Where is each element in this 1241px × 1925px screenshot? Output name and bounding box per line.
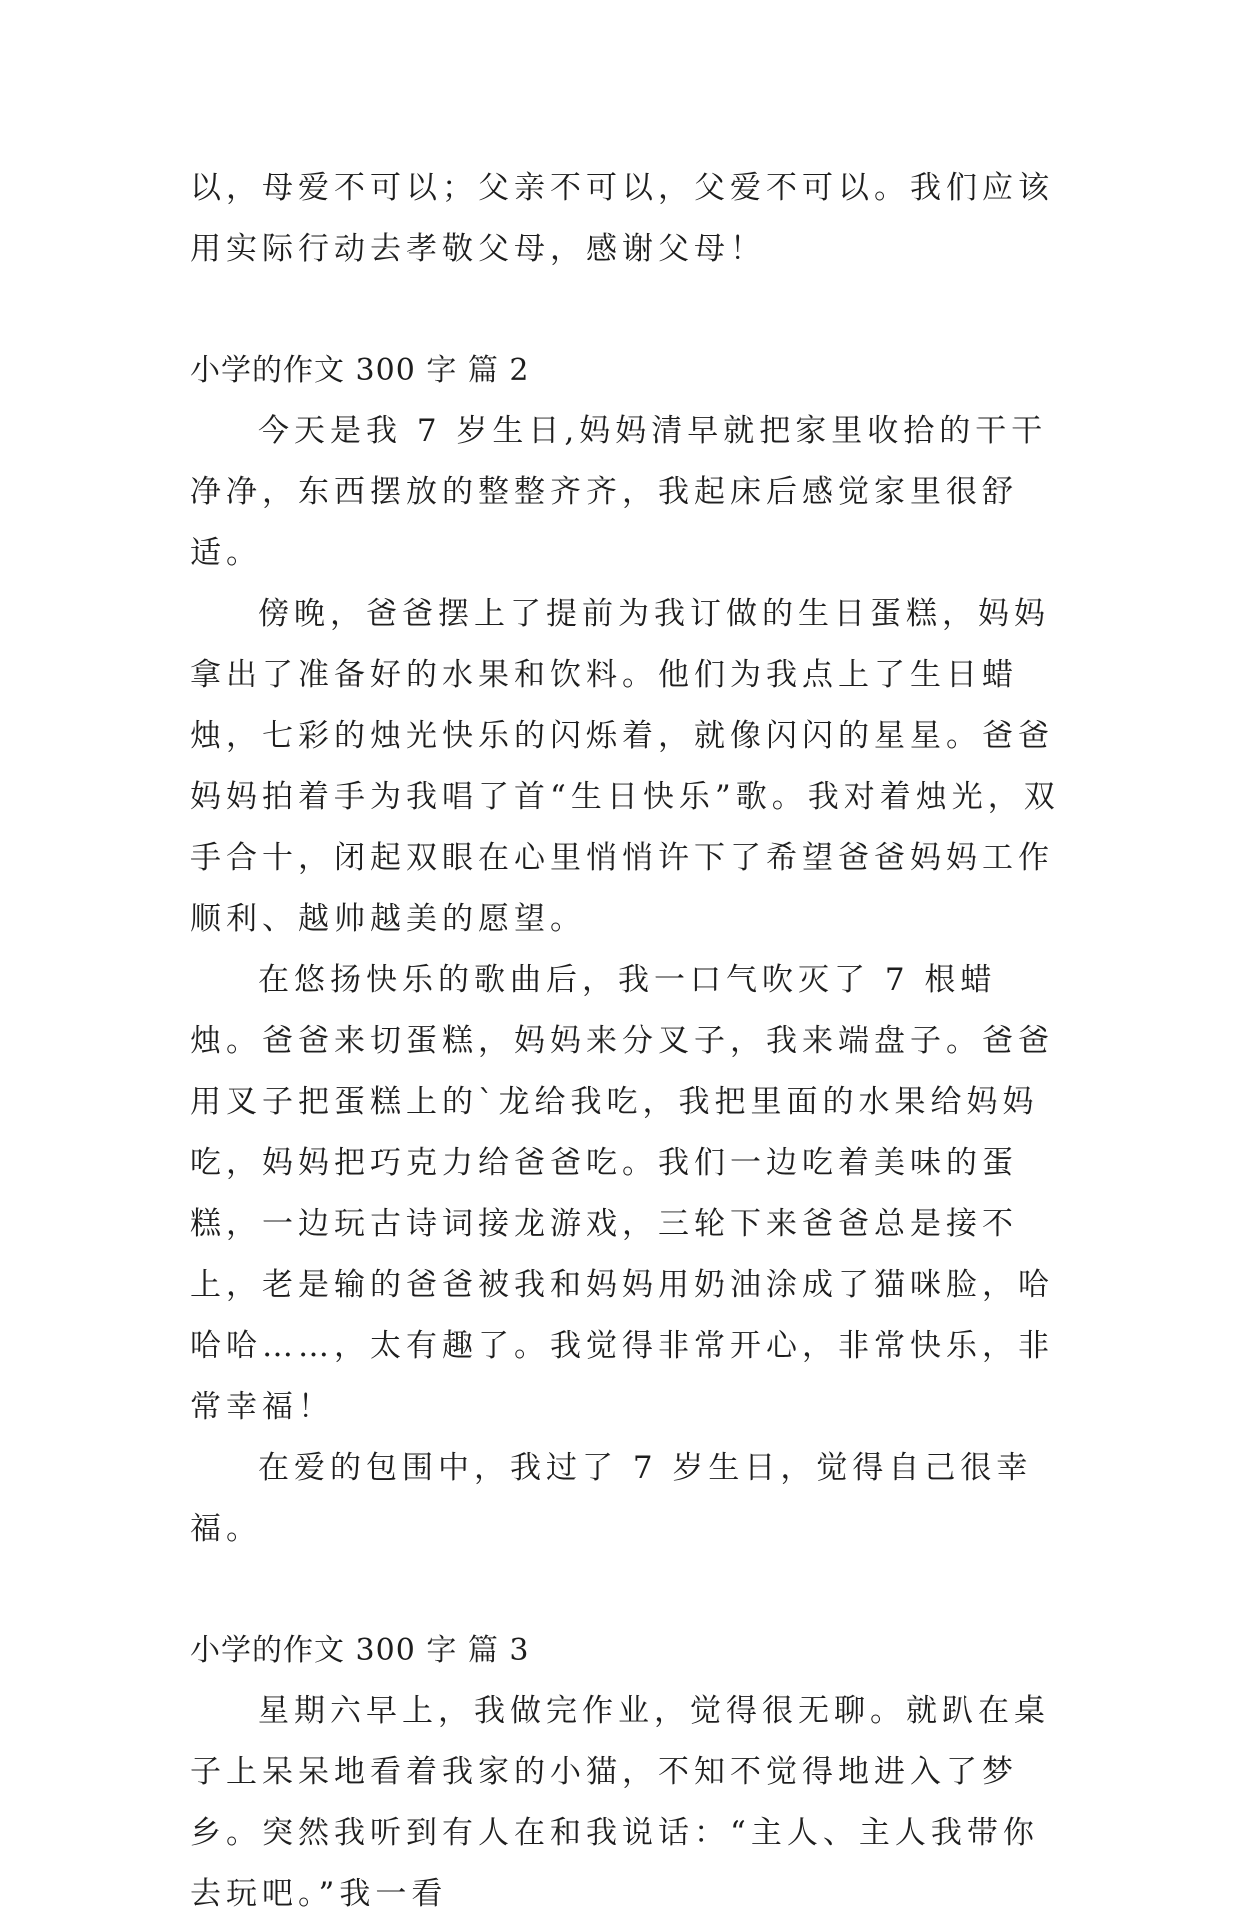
document-body bbox=[190, 158, 1060, 1925]
paragraph: 星期六早上，我做完作业，觉得很无聊。就趴在桌子上呆呆地看着我家的小猫，不知不觉得地进入了梦乡。突然我听到有人在和我说话：“主人、主人我带你去玩吧。”我一看 bbox=[190, 1693, 1050, 1912]
paragraph: 傍晚，爸爸摆上了提前为我订做的生日蛋糕，妈妈拿出了准备好的水果和饮料。他们为我点上了生日蜡烛，七彩的烛光快乐的闪烁着，就像闪闪的星星。爸爸妈妈拍着手为我唱了首“生日快乐”歌。我对着烛光，双手合十，闭起双眼在心里悄悄许下了希望爸爸妈妈工作顺利、越帅越美的愿望。 bbox=[190, 596, 1060, 937]
paragraph: 今天是我 7 岁生日,妈妈清早就把家里收拾的干干净净，东西摆放的整整齐齐，我起床后感觉家里很舒适。 bbox=[190, 413, 1048, 571]
section-heading-2: 小学的作文 300 字 篇 2 bbox=[190, 353, 530, 388]
section-gap bbox=[190, 1560, 1060, 1620]
section-gap bbox=[190, 280, 1060, 340]
paragraph: 在爱的包围中，我过了 7 岁生日，觉得自己很幸福。 bbox=[190, 1450, 1033, 1547]
intro-paragraph: 以，母爱不可以；父亲不可以，父爱不可以。我们应该用实际行动去孝敬父母，感谢父母！ bbox=[190, 170, 1054, 267]
section-heading-3: 小学的作文 300 字 篇 3 bbox=[190, 1633, 530, 1668]
paragraph: 在悠扬快乐的歌曲后，我一口气吹灭了 7 根蜡烛。爸爸来切蛋糕，妈妈来分叉子，我来端盘子。爸爸用叉子把蛋糕上的`龙给我吃，我把里面的水果给妈妈吃，妈妈把巧克力给爸爸吃。我们一边吃着美味的蛋糕，一边玩古诗词接龙游戏，三轮下来爸爸总是接不上，老是输的爸爸被我和妈妈用奶油涂成了猫咪脸，哈哈哈……，太有趣了。我觉得非常开心，非常快乐，非常幸福！ bbox=[190, 962, 1054, 1425]
